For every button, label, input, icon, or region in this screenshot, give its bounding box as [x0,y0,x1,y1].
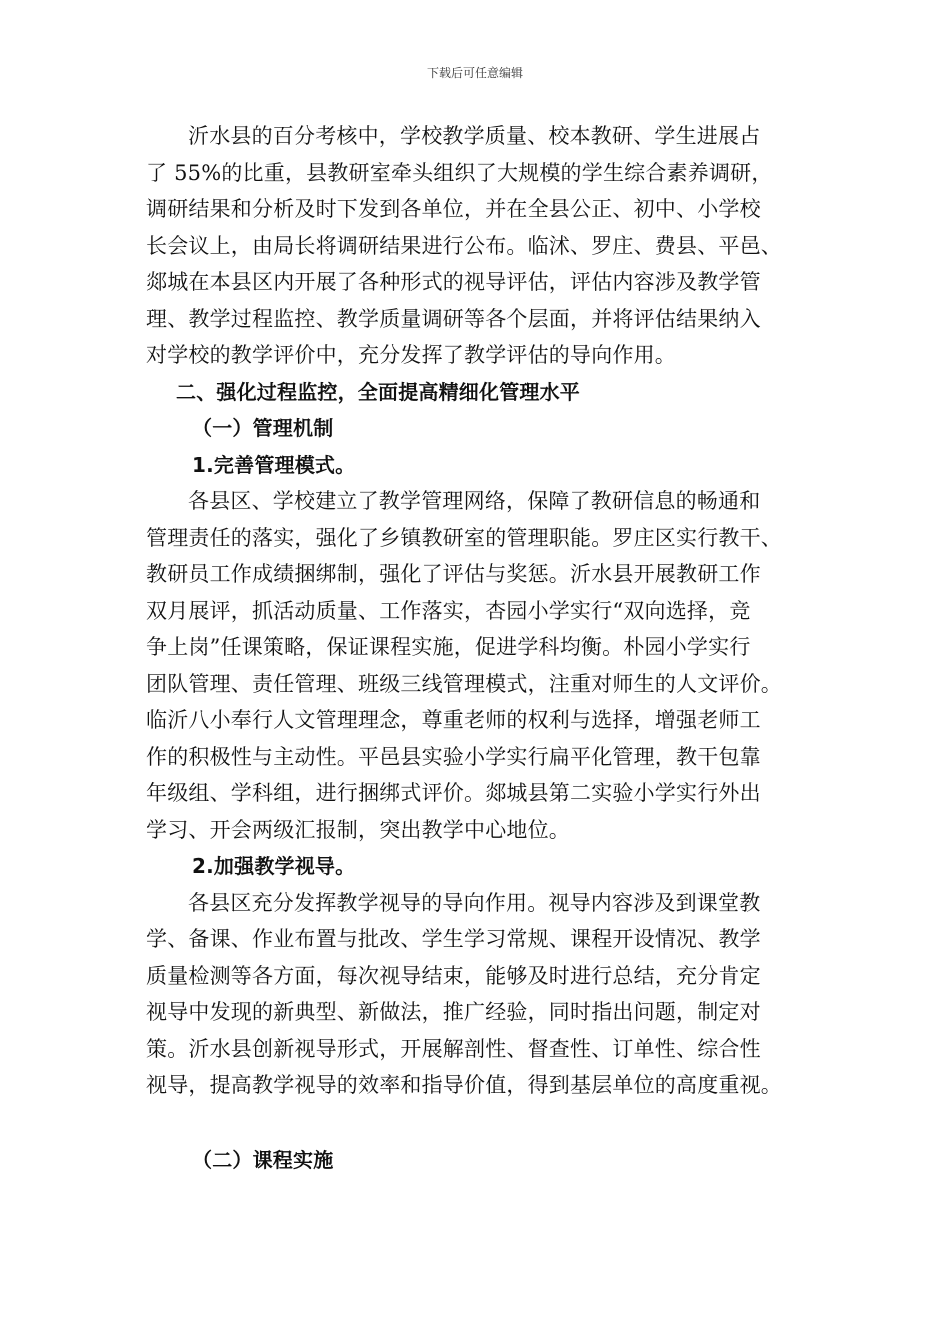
text-line: 管理责任的落实，强化了乡镇教研室的管理职能。罗庄区实行教干、 [146,525,782,550]
text-line: 理、教学过程监控、教学质量调研等各个层面，并将评估结果纳入 [146,306,761,331]
text-line: 质量检测等各方面，每次视导结束，能够及时进行总结，充分肯定 [146,963,761,988]
text-line: 各县区、学校建立了教学管理网络，保障了教研信息的畅通和 [188,489,761,513]
text-line: 团队管理、责任管理、班级三线管理模式，注重对师生的人文评价。 [146,671,782,696]
text-line: 郯城在本县区内开展了各种形式的视导评估，评估内容涉及教学管 [146,270,761,294]
text-line: 视导中发现的新典型、新做法，推广经验，同时指出问题，制定对 [146,1000,761,1024]
document-body [146,118,810,1178]
page-header-note: 下载后可任意编辑 [426,66,523,80]
text-line: 学习、开会两级汇报制，突出教学中心地位。 [146,817,570,842]
text-line: 策。沂水县创新视导形式，开展解剖性、督查性、订单性、综合性 [146,1036,761,1061]
paragraph-assessment [146,118,810,374]
text-line: 年级组、学科组，进行捆绑式评价。郯城县第二实验小学实行外出 [146,781,761,805]
subsection-heading-curriculum: （二）课程实施 [192,1147,334,1172]
subsection-heading-management: （一）管理机制 [192,416,334,440]
text-line: 教研员工作成绩捆绑制，强化了评估与奖惩。沂水县开展教研工作 [146,562,761,586]
text-line: 作的积极性与主动性。平邑县实验小学实行扁平化管理，教干包靠 [146,744,761,769]
paragraph-teaching-inspection [146,885,810,1104]
spacer [146,1104,810,1142]
text-line: 了 55%的比重，县教研室牵头组织了大规模的学生综合素养调研， [146,160,773,185]
text-line: 对学校的教学评价中，充分发挥了教学评估的导向作用。 [146,343,676,367]
text-line: 学、备课、作业布置与批改、学生学习常规、课程开设情况、教学 [146,927,761,951]
text-line: 双月展评，抓活动质量、工作落实，杏园小学实行“双向选择，竞 [146,598,751,623]
text-line: 沂水县的百分考核中，学校教学质量、校本教研、学生进展占 [188,124,761,148]
text-line: 视导，提高教学视导的效率和指导价值，得到基层单位的高度重视。 [146,1073,782,1097]
paragraph-management-model [146,483,810,848]
text-line: 争上岗”任课策略，保证课程实施，促进学科均衡。朴园小学实行 [146,635,751,659]
text-line: 长会议上，由局长将调研结果进行公布。临沭、罗庄、费县、平邑、 [146,233,782,258]
item-heading-2: 2.加强教学视导。 [192,854,356,878]
text-line: 临沂八小奉行人文管理理念，尊重老师的权利与选择，增强老师工 [146,708,761,732]
item-heading-1: 1.完善管理模式。 [192,452,356,477]
text-line: 调研结果和分析及时下发到各单位，并在全县公正、初中、小学校 [146,197,761,221]
section-heading-2: 二、强化过程监控，全面提高精细化管理水平 [176,379,580,404]
text-line: 各县区充分发挥教学视导的导向作用。视导内容涉及到课堂教 [188,890,761,915]
